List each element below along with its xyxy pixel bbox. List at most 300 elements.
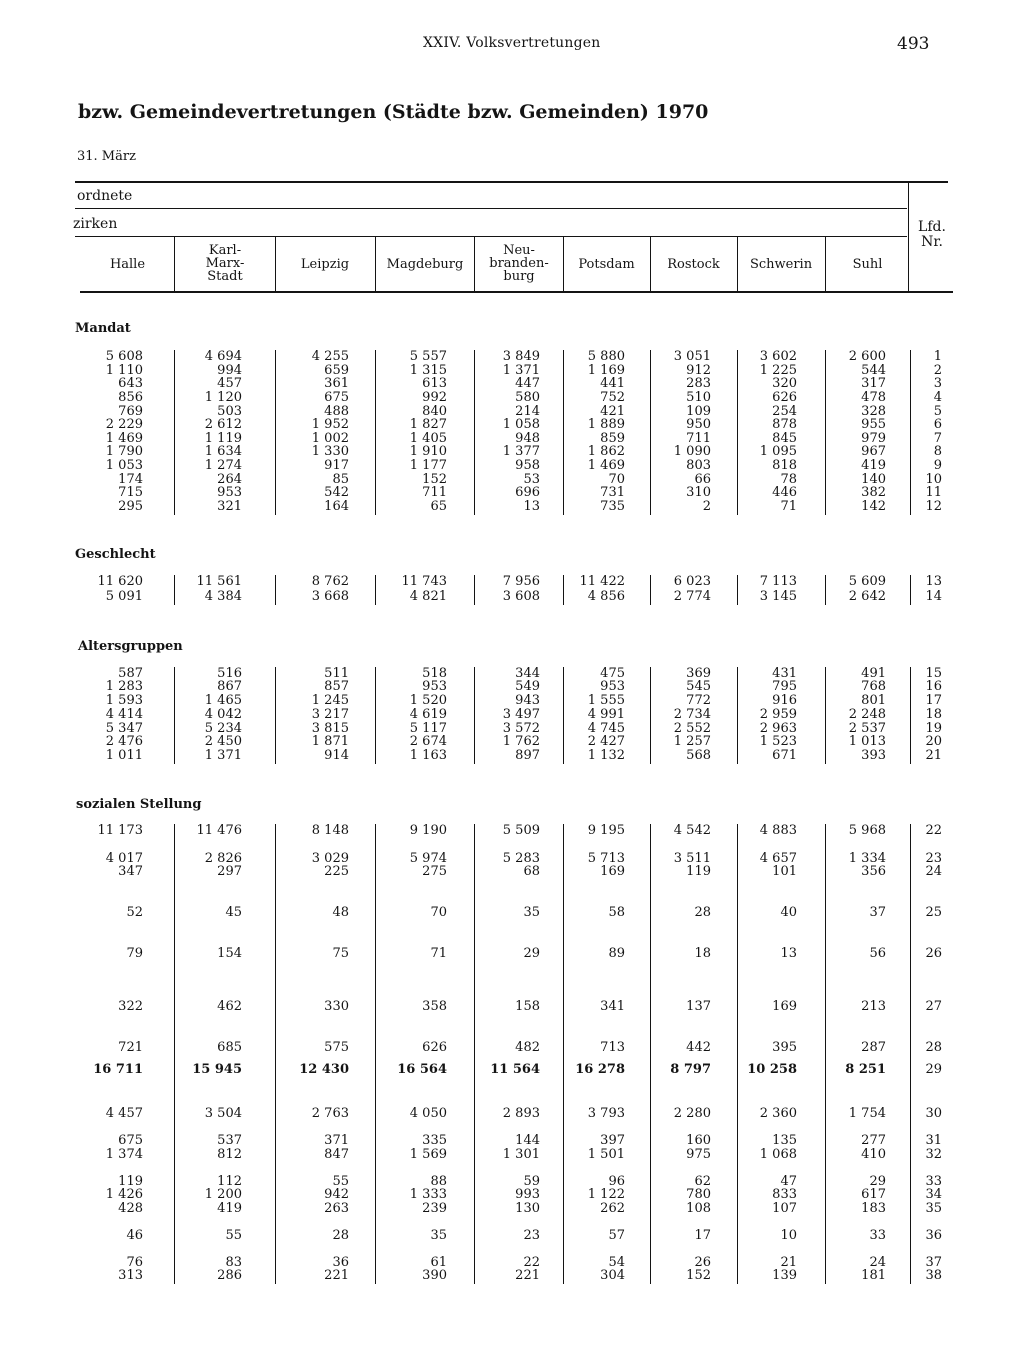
row-number: 4 xyxy=(933,390,942,405)
table-cell: 5 608 xyxy=(105,349,143,364)
table-cell: 2 248 xyxy=(848,707,886,722)
lfd-nr-header xyxy=(910,220,954,250)
table-cell: 441 xyxy=(600,376,625,391)
table-cell: 70 xyxy=(430,905,447,920)
table-cell: 335 xyxy=(422,1133,447,1148)
table-cell: 152 xyxy=(686,1268,711,1283)
column-header xyxy=(375,258,475,271)
table-cell: 29 xyxy=(869,1174,886,1189)
table-cell: 626 xyxy=(422,1040,447,1055)
table-cell: 4 694 xyxy=(204,349,242,364)
column-header-line: burg xyxy=(503,269,535,284)
table-cell: 5 557 xyxy=(409,349,447,364)
table-cell: 3 511 xyxy=(673,851,711,866)
table-cell: 1 095 xyxy=(759,444,797,459)
table-cell: 967 xyxy=(861,444,886,459)
table-cell: 13 xyxy=(523,499,540,514)
table-cell: 735 xyxy=(600,499,625,514)
table-cell: 801 xyxy=(861,693,886,708)
table-cell: 154 xyxy=(217,946,242,961)
table-cell: 144 xyxy=(515,1133,540,1148)
table-cell: 320 xyxy=(772,376,797,391)
table-cell: 108 xyxy=(686,1201,711,1216)
table-cell: 225 xyxy=(324,864,349,879)
table-cell: 142 xyxy=(861,499,886,514)
column-rule xyxy=(910,350,911,515)
table-cell: 55 xyxy=(332,1174,349,1189)
table-cell: 1 122 xyxy=(587,1187,625,1202)
table-cell: 5 234 xyxy=(204,721,242,736)
table-cell: 11 173 xyxy=(97,823,143,838)
table-cell: 878 xyxy=(772,417,797,432)
table-cell: 78 xyxy=(780,472,797,487)
table-cell: 5 968 xyxy=(848,823,886,838)
table-cell: 475 xyxy=(600,666,625,681)
table-cell: 1 177 xyxy=(409,458,447,473)
table-cell: 818 xyxy=(772,458,797,473)
table-cell: 711 xyxy=(686,431,711,446)
table-cell: 17 xyxy=(694,1228,711,1243)
row-number: 1 xyxy=(933,349,942,364)
table-cell: 447 xyxy=(515,376,540,391)
row-number: 34 xyxy=(925,1187,942,1202)
table-cell: 4 542 xyxy=(673,823,711,838)
table-cell: 950 xyxy=(686,417,711,432)
table-cell: 174 xyxy=(118,472,143,487)
table-cell: 214 xyxy=(515,404,540,419)
table-cell: 4 883 xyxy=(759,823,797,838)
table-cell: 549 xyxy=(515,679,540,694)
column-header-line: Suhl xyxy=(852,257,883,272)
table-cell: 358 xyxy=(422,999,447,1014)
table-cell: 183 xyxy=(861,1201,886,1216)
table-cell: 2 959 xyxy=(759,707,797,722)
table-cell: 1 827 xyxy=(409,417,447,432)
table-cell: 4 050 xyxy=(409,1106,447,1121)
table-cell: 953 xyxy=(217,485,242,500)
table-cell: 321 xyxy=(217,499,242,514)
table-cell: 1 315 xyxy=(409,363,447,378)
table-cell: 2 280 xyxy=(673,1106,711,1121)
table-cell: 2 674 xyxy=(409,734,447,749)
column-header-line: Marx- xyxy=(205,256,245,271)
table-cell: 955 xyxy=(861,417,886,432)
table-cell: 35 xyxy=(430,1228,447,1243)
column-header-line: Potsdam xyxy=(578,257,635,272)
table-cell: 721 xyxy=(118,1040,143,1055)
table-cell: 8 797 xyxy=(670,1062,711,1077)
table-cell: 8 148 xyxy=(311,823,349,838)
table-cell: 287 xyxy=(861,1040,886,1055)
header-column-rule xyxy=(474,237,475,291)
table-cell: 254 xyxy=(772,404,797,419)
table-cell: 812 xyxy=(217,1147,242,1162)
row-number: 27 xyxy=(925,999,942,1014)
table-cell: 3 793 xyxy=(587,1106,625,1121)
table-cell: 2 600 xyxy=(848,349,886,364)
section-title: sozialen Stellung xyxy=(76,797,202,812)
table-cell: 442 xyxy=(686,1040,711,1055)
table-cell: 580 xyxy=(515,390,540,405)
row-number: 14 xyxy=(925,589,942,604)
column-header-line: Stadt xyxy=(207,269,243,284)
row-number: 6 xyxy=(933,417,942,432)
table-date: 31. März xyxy=(77,149,136,164)
table-cell: 1 334 xyxy=(848,851,886,866)
table-cell: 169 xyxy=(772,999,797,1014)
table-cell: 322 xyxy=(118,999,143,1014)
table-cell: 859 xyxy=(600,431,625,446)
band-rule-2 xyxy=(75,236,907,237)
table-cell: 1 862 xyxy=(587,444,625,459)
table-cell: 1 013 xyxy=(848,734,886,749)
table-cell: 11 476 xyxy=(196,823,242,838)
table-cell: 395 xyxy=(772,1040,797,1055)
table-cell: 897 xyxy=(515,748,540,763)
table-cell: 16 564 xyxy=(397,1062,447,1077)
table-cell: 139 xyxy=(772,1268,797,1283)
table-cell: 1 132 xyxy=(587,748,625,763)
table-cell: 428 xyxy=(118,1201,143,1216)
table-cell: 22 xyxy=(523,1255,540,1270)
row-number: 35 xyxy=(925,1201,942,1216)
table-cell: 1 257 xyxy=(673,734,711,749)
table-cell: 393 xyxy=(861,748,886,763)
table-cell: 845 xyxy=(772,431,797,446)
column-header-line: Karl- xyxy=(208,243,242,258)
table-cell: 1 469 xyxy=(587,458,625,473)
table-cell: 1 058 xyxy=(502,417,540,432)
table-cell: 304 xyxy=(600,1268,625,1283)
table-cell: 29 xyxy=(523,946,540,961)
table-cell: 283 xyxy=(686,376,711,391)
table-cell: 1 110 xyxy=(105,363,143,378)
table-cell: 731 xyxy=(600,485,625,500)
table-cell: 89 xyxy=(608,946,625,961)
header-column-rule xyxy=(375,237,376,291)
table-cell: 696 xyxy=(515,485,540,500)
table-cell: 13 xyxy=(780,946,797,961)
table-cell: 11 743 xyxy=(401,574,447,589)
table-cell: 1 119 xyxy=(204,431,242,446)
column-header-line: branden- xyxy=(489,256,549,271)
column-header-line: Schwerin xyxy=(749,257,813,272)
table-cell: 328 xyxy=(861,404,886,419)
row-number: 18 xyxy=(925,707,942,722)
table-cell: 1 469 xyxy=(105,431,143,446)
table-cell: 419 xyxy=(217,1201,242,1216)
header-column-rule xyxy=(563,237,564,291)
table-cell: 1 333 xyxy=(409,1187,447,1202)
table-cell: 61 xyxy=(430,1255,447,1270)
table-cell: 1 569 xyxy=(409,1147,447,1162)
table-cell: 1 555 xyxy=(587,693,625,708)
table-cell: 975 xyxy=(686,1147,711,1162)
table-cell: 1 910 xyxy=(409,444,447,459)
table-cell: 4 255 xyxy=(311,349,349,364)
table-cell: 1 245 xyxy=(311,693,349,708)
table-cell: 16 278 xyxy=(575,1062,625,1077)
table-cell: 4 745 xyxy=(587,721,625,736)
table-cell: 4 821 xyxy=(409,589,447,604)
table-cell: 1 871 xyxy=(311,734,349,749)
table-cell: 7 956 xyxy=(502,574,540,589)
row-number: 15 xyxy=(925,666,942,681)
table-cell: 410 xyxy=(861,1147,886,1162)
table-cell: 36 xyxy=(332,1255,349,1270)
table-cell: 152 xyxy=(422,472,447,487)
table-cell: 857 xyxy=(324,679,349,694)
table-cell: 643 xyxy=(118,376,143,391)
page-title: bzw. Gemeindevertretungen (Städte bzw. Gemeinden) 1970 xyxy=(78,101,709,123)
row-number: 38 xyxy=(925,1268,942,1283)
table-cell: 511 xyxy=(324,666,349,681)
table-cell: 221 xyxy=(515,1268,540,1283)
column-header-line: Neu- xyxy=(503,243,535,258)
table-cell: 993 xyxy=(515,1187,540,1202)
table-cell: 587 xyxy=(118,666,143,681)
table-cell: 3 608 xyxy=(502,589,540,604)
table-cell: 6 023 xyxy=(673,574,711,589)
table-cell: 397 xyxy=(600,1133,625,1148)
table-cell: 75 xyxy=(332,946,349,961)
table-cell: 2 476 xyxy=(105,734,143,749)
table-cell: 68 xyxy=(523,864,540,879)
table-cell: 71 xyxy=(430,946,447,961)
table-cell: 361 xyxy=(324,376,349,391)
table-cell: 55 xyxy=(225,1228,242,1243)
table-cell: 137 xyxy=(686,999,711,1014)
row-number: 7 xyxy=(933,431,942,446)
column-rule xyxy=(910,667,911,764)
table-cell: 313 xyxy=(118,1268,143,1283)
table-cell: 24 xyxy=(869,1255,886,1270)
table-cell: 11 561 xyxy=(196,574,242,589)
table-cell: 1 301 xyxy=(502,1147,540,1162)
header-bottom-rule xyxy=(80,291,953,293)
table-cell: 4 856 xyxy=(587,589,625,604)
table-cell: 263 xyxy=(324,1201,349,1216)
table-cell: 3 504 xyxy=(204,1106,242,1121)
section-title: Mandat xyxy=(75,321,131,336)
table-cell: 70 xyxy=(608,472,625,487)
table-cell: 4 017 xyxy=(105,851,143,866)
table-cell: 421 xyxy=(600,404,625,419)
table-cell: 516 xyxy=(217,666,242,681)
row-number: 9 xyxy=(933,458,942,473)
column-header xyxy=(175,244,275,283)
nr-label: Nr. xyxy=(921,234,943,250)
table-cell: 7 113 xyxy=(759,574,797,589)
table-cell: 3 572 xyxy=(502,721,540,736)
table-cell: 59 xyxy=(523,1174,540,1189)
table-cell: 344 xyxy=(515,666,540,681)
table-cell: 262 xyxy=(600,1201,625,1216)
table-cell: 62 xyxy=(694,1174,711,1189)
header-column-rule xyxy=(275,237,276,291)
row-number: 19 xyxy=(925,721,942,736)
band-label-ordnete: ordnete xyxy=(77,188,133,204)
table-cell: 2 450 xyxy=(204,734,242,749)
table-cell: 613 xyxy=(422,376,447,391)
table-cell: 96 xyxy=(608,1174,625,1189)
table-cell: 18 xyxy=(694,946,711,961)
table-cell: 119 xyxy=(118,1174,143,1189)
table-cell: 1 090 xyxy=(673,444,711,459)
table-cell: 140 xyxy=(861,472,886,487)
table-cell: 958 xyxy=(515,458,540,473)
row-number: 26 xyxy=(925,946,942,961)
row-number: 10 xyxy=(925,472,942,487)
row-number: 37 xyxy=(925,1255,942,1270)
table-cell: 1 762 xyxy=(502,734,540,749)
row-number: 30 xyxy=(925,1106,942,1121)
table-cell: 3 145 xyxy=(759,589,797,604)
table-cell: 948 xyxy=(515,431,540,446)
table-cell: 1 283 xyxy=(105,679,143,694)
table-cell: 1 465 xyxy=(204,693,242,708)
table-cell: 382 xyxy=(861,485,886,500)
table-cell: 2 537 xyxy=(848,721,886,736)
table-cell: 58 xyxy=(608,905,625,920)
table-cell: 11 564 xyxy=(490,1062,540,1077)
row-number: 16 xyxy=(925,679,942,694)
table-cell: 912 xyxy=(686,363,711,378)
table-cell: 101 xyxy=(772,864,797,879)
table-cell: 5 609 xyxy=(848,574,886,589)
table-cell: 916 xyxy=(772,693,797,708)
table-cell: 2 893 xyxy=(502,1106,540,1121)
table-cell: 135 xyxy=(772,1133,797,1148)
column-header xyxy=(825,258,910,271)
table-cell: 330 xyxy=(324,999,349,1014)
row-number: 24 xyxy=(925,864,942,879)
table-cell: 953 xyxy=(422,679,447,694)
column-header-line: Rostock xyxy=(667,257,720,272)
table-cell: 979 xyxy=(861,431,886,446)
table-cell: 11 422 xyxy=(579,574,625,589)
table-cell: 917 xyxy=(324,458,349,473)
row-number: 33 xyxy=(925,1174,942,1189)
table-cell: 26 xyxy=(694,1255,711,1270)
table-cell: 542 xyxy=(324,485,349,500)
table-cell: 221 xyxy=(324,1268,349,1283)
row-number: 31 xyxy=(925,1133,942,1148)
table-cell: 992 xyxy=(422,390,447,405)
table-cell: 769 xyxy=(118,404,143,419)
table-cell: 1 330 xyxy=(311,444,349,459)
table-cell: 45 xyxy=(225,905,242,920)
table-cell: 1 371 xyxy=(502,363,540,378)
section-title: Geschlecht xyxy=(75,547,156,562)
row-number: 36 xyxy=(925,1228,942,1243)
table-cell: 12 430 xyxy=(299,1062,349,1077)
table-cell: 675 xyxy=(324,390,349,405)
table-cell: 2 612 xyxy=(204,417,242,432)
table-cell: 47 xyxy=(780,1174,797,1189)
row-number: 8 xyxy=(933,444,942,459)
row-number: 23 xyxy=(925,851,942,866)
table-cell: 772 xyxy=(686,693,711,708)
table-cell: 5 713 xyxy=(587,851,625,866)
row-number: 29 xyxy=(925,1062,942,1077)
table-cell: 390 xyxy=(422,1268,447,1283)
table-cell: 2 774 xyxy=(673,589,711,604)
table-cell: 1 011 xyxy=(105,748,143,763)
table-cell: 575 xyxy=(324,1040,349,1055)
page-number: 493 xyxy=(897,34,930,54)
table-cell: 181 xyxy=(861,1268,886,1283)
table-cell: 1 002 xyxy=(311,431,349,446)
table-cell: 2 763 xyxy=(311,1106,349,1121)
table-cell: 5 974 xyxy=(409,851,447,866)
table-cell: 953 xyxy=(600,679,625,694)
table-cell: 371 xyxy=(324,1133,349,1148)
table-cell: 752 xyxy=(600,390,625,405)
row-number: 3 xyxy=(933,376,942,391)
table-cell: 1 274 xyxy=(204,458,242,473)
table-cell: 21 xyxy=(780,1255,797,1270)
table-cell: 856 xyxy=(118,390,143,405)
table-cell: 85 xyxy=(332,472,349,487)
lfd-label: Lfd. xyxy=(918,219,946,235)
table-cell: 715 xyxy=(118,485,143,500)
table-cell: 2 xyxy=(702,499,711,514)
table-cell: 3 051 xyxy=(673,349,711,364)
table-cell: 5 880 xyxy=(587,349,625,364)
table-cell: 711 xyxy=(422,485,447,500)
table-cell: 3 029 xyxy=(311,851,349,866)
table-cell: 35 xyxy=(523,905,540,920)
table-cell: 431 xyxy=(772,666,797,681)
table-cell: 2 963 xyxy=(759,721,797,736)
row-number: 5 xyxy=(933,404,942,419)
table-cell: 295 xyxy=(118,499,143,514)
table-cell: 48 xyxy=(332,905,349,920)
table-cell: 2 552 xyxy=(673,721,711,736)
table-cell: 545 xyxy=(686,679,711,694)
table-cell: 1 163 xyxy=(409,748,447,763)
table-cell: 568 xyxy=(686,748,711,763)
table-cell: 3 849 xyxy=(502,349,540,364)
table-cell: 1 523 xyxy=(759,734,797,749)
row-number: 11 xyxy=(925,485,942,500)
table-cell: 1 501 xyxy=(587,1147,625,1162)
table-cell: 1 225 xyxy=(759,363,797,378)
table-cell: 8 762 xyxy=(311,574,349,589)
table-cell: 16 711 xyxy=(93,1062,143,1077)
table-cell: 4 657 xyxy=(759,851,797,866)
table-cell: 1 754 xyxy=(848,1106,886,1121)
row-number: 32 xyxy=(925,1147,942,1162)
table-cell: 275 xyxy=(422,864,447,879)
table-cell: 510 xyxy=(686,390,711,405)
table-cell: 675 xyxy=(118,1133,143,1148)
column-header xyxy=(650,258,737,271)
table-cell: 169 xyxy=(600,864,625,879)
band-label-zirken: zirken xyxy=(73,216,118,232)
row-number: 2 xyxy=(933,363,942,378)
table-cell: 10 258 xyxy=(747,1062,797,1077)
table-cell: 867 xyxy=(217,679,242,694)
table-cell: 66 xyxy=(694,472,711,487)
table-cell: 71 xyxy=(780,499,797,514)
table-cell: 3 217 xyxy=(311,707,349,722)
table-cell: 1 405 xyxy=(409,431,447,446)
table-cell: 840 xyxy=(422,404,447,419)
table-cell: 1 377 xyxy=(502,444,540,459)
column-header xyxy=(275,258,375,271)
